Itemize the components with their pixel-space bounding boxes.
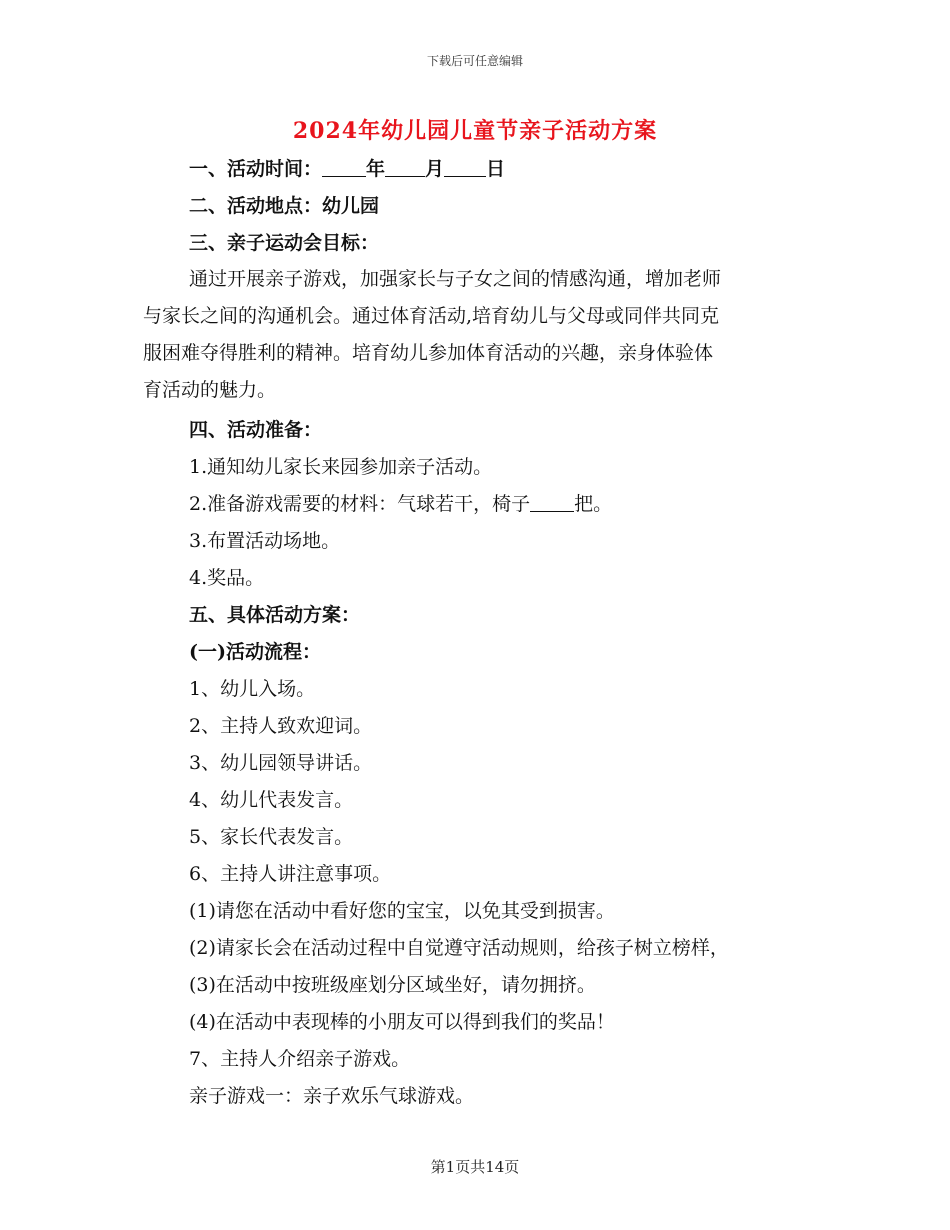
prep-heading: 四、活动准备： [189, 419, 323, 441]
plan-heading: 五、具体活动方案： [189, 604, 361, 626]
day-blank [444, 154, 486, 177]
page-header: 下载后可任意编辑 [426, 54, 523, 68]
year-blank [322, 154, 366, 177]
goal-line-2: 与家长之间的沟通机会。通过体育活动,培育幼儿与父母或同伴共同克 [143, 305, 720, 327]
flow-item: 3、幼儿园领导讲话。 [189, 752, 373, 774]
prep-item-1: 1.通知幼儿家长来园参加亲子活动。 [189, 456, 493, 478]
chair-count-blank [530, 489, 574, 512]
flow-item: 6、主持人讲注意事项。 [189, 863, 392, 885]
document-title: 2024年幼儿园儿童节亲子活动方案 [292, 118, 658, 144]
prep-item-3: 3.布置活动场地。 [189, 530, 341, 552]
prep-item-2: 2.准备游戏需要的材料：气球若干，椅子 把。 [189, 486, 612, 523]
page-footer: 第1页共14页 [430, 1158, 520, 1176]
notice-item: (3)在活动中按班级座划分区域坐好，请勿拥挤。 [189, 974, 596, 996]
notice-item: (4)在活动中表现棒的小朋友可以得到我们的奖品！ [189, 1011, 615, 1033]
goal-line-3: 服困难夺得胜利的精神。培育幼儿参加体育活动的兴趣，亲身体验体 [143, 342, 714, 364]
month-blank [385, 154, 425, 177]
flow-item: 2、主持人致欢迎词。 [189, 715, 373, 737]
flow-item: 5、家长代表发言。 [189, 826, 354, 848]
flow-item: 4、幼儿代表发言。 [189, 789, 354, 811]
flow-item: 7、主持人介绍亲子游戏。 [189, 1048, 411, 1070]
activity-time: 一、活动时间： 年 月 日 [189, 151, 505, 188]
activity-place: 二、活动地点：幼儿园 [189, 195, 380, 217]
notice-item: (2)请家长会在活动过程中自觉遵守活动规则，给孩子树立榜样， [189, 937, 729, 959]
goal-line-4: 育活动的魅力。 [143, 379, 277, 401]
notice-item: (1)请您在活动中看好您的宝宝，以免其受到损害。 [189, 900, 615, 922]
flow-heading: (一)活动流程： [189, 641, 321, 663]
flow-item: 1、幼儿入场。 [189, 678, 316, 700]
goal-heading: 三、亲子运动会目标： [189, 232, 380, 254]
game-title: 亲子游戏一：亲子欢乐气球游戏。 [189, 1085, 475, 1107]
goal-line-1: 通过开展亲子游戏，加强家长与子女之间的情感沟通，增加老师 [189, 268, 722, 290]
prep-item-4: 4.奖品。 [189, 567, 265, 589]
